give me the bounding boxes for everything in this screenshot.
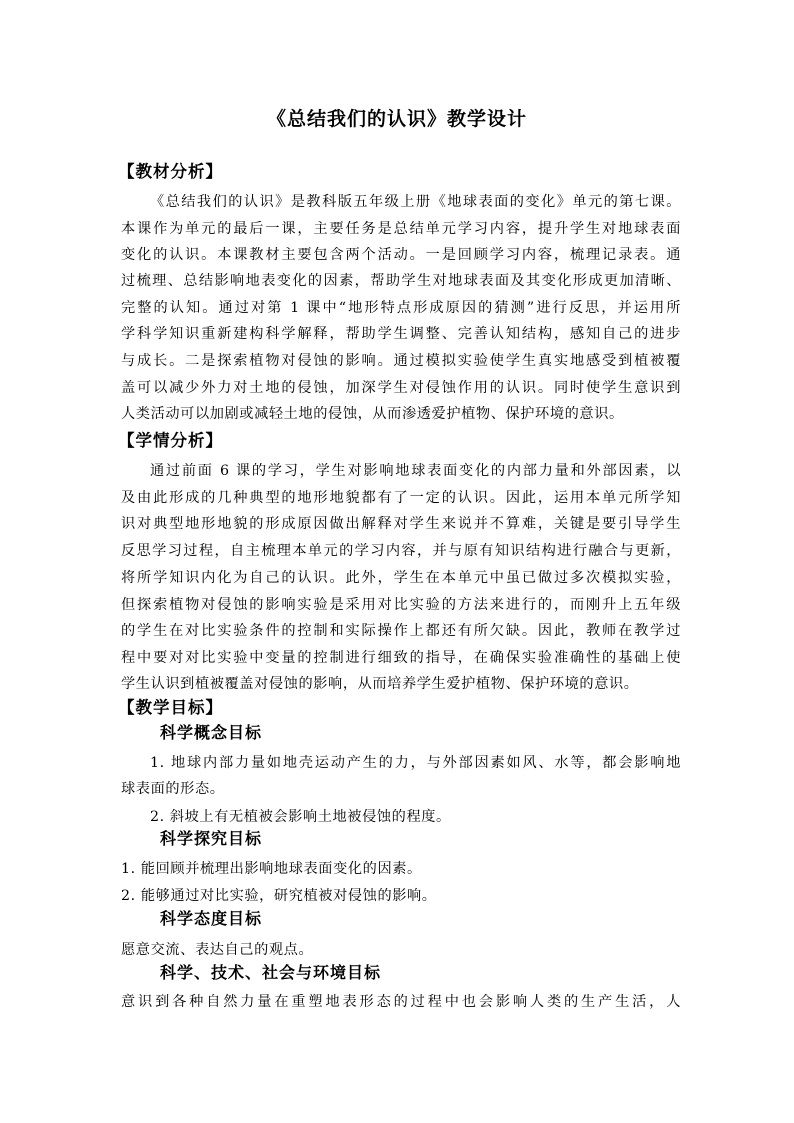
goal-item: 球表面的形态。 xyxy=(121,781,225,797)
paragraph-line: 完整的认知。通过对第 1 课中“地形特点形成原因的猜测”进行反思，并运用所 xyxy=(121,300,681,316)
goal-item: 2. 斜坡上有无植被会影响土地被侵蚀的程度。 xyxy=(150,809,451,825)
paragraph-line: 学生认识到植被覆盖对侵蚀的影响，从而培养学生爱护植物、保护环境的意识。 xyxy=(121,676,639,692)
subheading-inquiry-goals: 科学探究目标 xyxy=(160,829,263,848)
heading-teaching-goals: 【教学目标】 xyxy=(118,698,223,717)
paragraph-line: 识对典型地形地貌的形成原因做出解释对学生来说并不算难，关键是要引导学生 xyxy=(121,516,681,532)
paragraph-line: 过梳理、总结影响地表变化的因素，帮助学生对地球表面及其变化形成更加清晰、 xyxy=(121,273,681,289)
paragraph-line: 通过前面 6 课的学习，学生对影响地球表面变化的内部力量和外部因素，以 xyxy=(150,463,681,479)
subheading-concept-goals: 科学概念目标 xyxy=(160,723,263,742)
goal-item: 愿意交流、表达自己的观点。 xyxy=(121,942,314,958)
goal-item: 2. 能够通过对比实验，研究植被对侵蚀的影响。 xyxy=(121,888,437,904)
paragraph-line: 的学生在对比实验条件的控制和实际操作上都还有所欠缺。因此，教师在教学过 xyxy=(121,623,681,639)
document-title: 《总结我们的认识》教学设计 xyxy=(266,108,527,130)
goal-item: 1. 能回顾并梳理出影响地球表面变化的因素。 xyxy=(121,861,422,877)
paragraph-line: 将所学知识内化为自己的认识。此外，学生在本单元中虽已做过多次模拟实验， xyxy=(121,570,681,586)
paragraph-line: 学科学知识重新建构科学解释，帮助学生调整、完善认知结构，感知自己的进步 xyxy=(121,326,681,342)
paragraph-line: 及由此形成的几种典型的地形地貌都有了一定的认识。因此，运用本单元所学知 xyxy=(121,490,681,506)
heading-material-analysis: 【教材分析】 xyxy=(118,162,223,181)
subheading-stse-goals: 科学、技术、社会与环境目标 xyxy=(160,963,382,982)
paragraph-line: 变化的认识。本课教材主要包含两个活动。一是回顾学习内容，梳理记录表。通 xyxy=(121,247,681,263)
paragraph-line: 《总结我们的认识》是教科版五年级上册《地球表面的变化》单元的第七课。 xyxy=(150,194,681,210)
paragraph-line: 反思学习过程，自主梳理本单元的学习内容，并与原有知识结构进行融合与更新， xyxy=(121,543,681,559)
paragraph-line: 但探索植物对侵蚀的影响实验是采用对比实验的方法来进行的，而刚升上五年级 xyxy=(121,597,681,613)
paragraph-line: 程中要对对比实验中变量的控制进行细致的指导，在确保实验准确性的基础上使 xyxy=(121,650,681,666)
goal-item: 意识到各种自然力量在重塑地表形态的过程中也会影响人类的生产生活，人 xyxy=(121,994,681,1010)
heading-student-analysis: 【学情分析】 xyxy=(118,431,223,450)
paragraph-line: 人类活动可以加剧或减轻土地的侵蚀，从而渗透爱护植物、保护环境的意识。 xyxy=(121,406,624,422)
paragraph-line: 本课作为单元的最后一课，主要任务是总结单元学习内容，提升学生对地球表面 xyxy=(121,221,681,237)
goal-item: 1. 地球内部力量如地壳运动产生的力，与外部因素如风、水等，都会影响地 xyxy=(150,755,681,771)
subheading-attitude-goals: 科学态度目标 xyxy=(160,909,263,928)
paragraph-line: 盖可以减少外力对土地的侵蚀，加深学生对侵蚀作用的认识。同时使学生意识到 xyxy=(121,380,681,396)
paragraph-line: 与成长。二是探索植物对侵蚀的影响。通过模拟实验使学生真实地感受到植被覆 xyxy=(121,353,681,369)
